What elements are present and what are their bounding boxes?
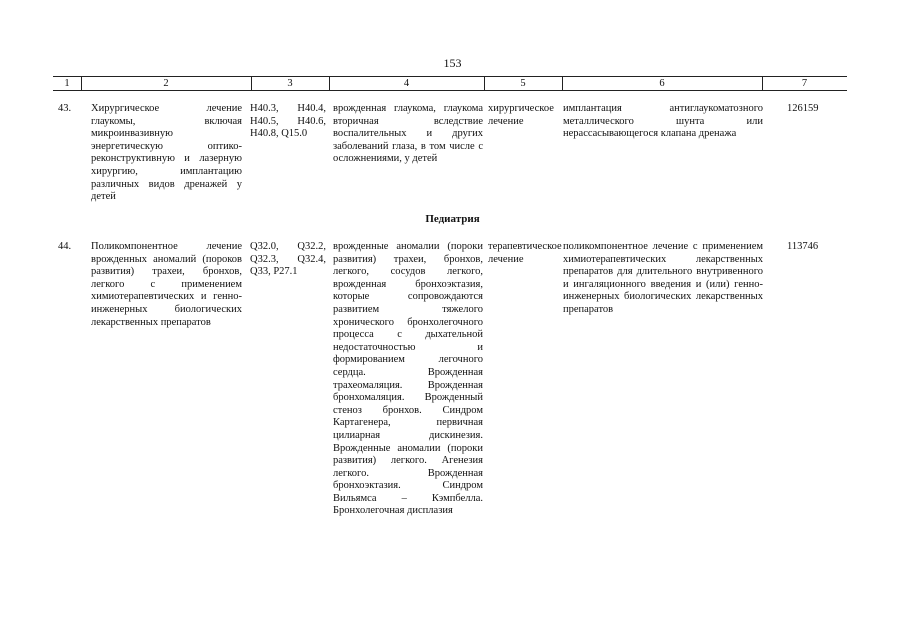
section-title: Педиатрия — [425, 213, 480, 225]
header-col-6: 6 — [659, 78, 665, 89]
header-col-1: 1 — [64, 78, 70, 89]
row-43-diagnosis: врожденная глаукома, глаукома вторичная вследствие воспалительных и других заболеваний глаза, в том числе с осложнениями, у детей — [333, 103, 483, 165]
header-col-2: 2 — [163, 78, 169, 89]
row-43-name: Хирургическое лечение глаукомы, включая микроинвазивную энергетическую оптико-реконструктивную и лазерную хирургию, имплантацию различных видов дренажей у детей — [91, 103, 242, 203]
row-43-number: 43. — [58, 103, 72, 114]
row-44-method: поликомпонентное лечение с применением химиотерапевтических лекарственных препаратов для длительного внутривенного и ингаляционного введения и (или) генно-инженерных биологических лекарственных препаратов — [563, 241, 763, 315]
row-44-treatment-type: терапевтическое лечение — [488, 241, 562, 265]
header-col-4: 4 — [403, 78, 410, 89]
row-44-name: Поликомпонентное лечение врожденных аномалий (пороков развития) трахеи, бронхов, легкого с применением химиотерапевтических и генно-инженерных биологических лекарственных препаратов — [91, 241, 242, 328]
row-44-cost: 113746 — [787, 241, 819, 252]
row-44-codes: Q32.0, Q32.2, Q32.3, Q32.4, Q33, P27.1 — [250, 241, 326, 278]
row-43-treatment-type: хирургическое лечение — [488, 103, 554, 127]
row-44-diagnosis: врожденные аномалии (пороки развития) трахеи, бронхов, легкого, сосудов легкого, врожденная бронхоэктазия, которые сопровождаются развитием тяжелого хронического бронхолегочного процесса с дыхательной недостаточностью и формированием легочного сердца. Врожденная трахеомаляция. Врожденная бронхомаляция. Врожденный стеноз бронхов. Синдром Картагенера, первичная цилиарная дискинезия. Врожденные аномалии (пороки развития) легкого. Агенезия легкого. Врожденная бронхоэктазия. Синдром Вильямса – Кэмпбелла. Бронхолегочная дисплазия — [333, 241, 483, 517]
header-col-5: 5 — [520, 78, 526, 89]
row-44-number: 44. — [58, 241, 72, 252]
header-col-7: 7 — [801, 78, 808, 89]
page-number: 153 — [443, 56, 462, 70]
table-header-row — [53, 76, 847, 91]
row-43-method: имплантация антиглаукоматозного металлического шунта или нерассасывающегося клапана дренажа — [563, 103, 763, 140]
row-43-cost: 126159 — [787, 103, 819, 114]
header-col-3: 3 — [287, 78, 293, 89]
row-43-codes: H40.3, H40.4, H40.5, H40.6, H40.8, Q15.0 — [250, 103, 326, 140]
